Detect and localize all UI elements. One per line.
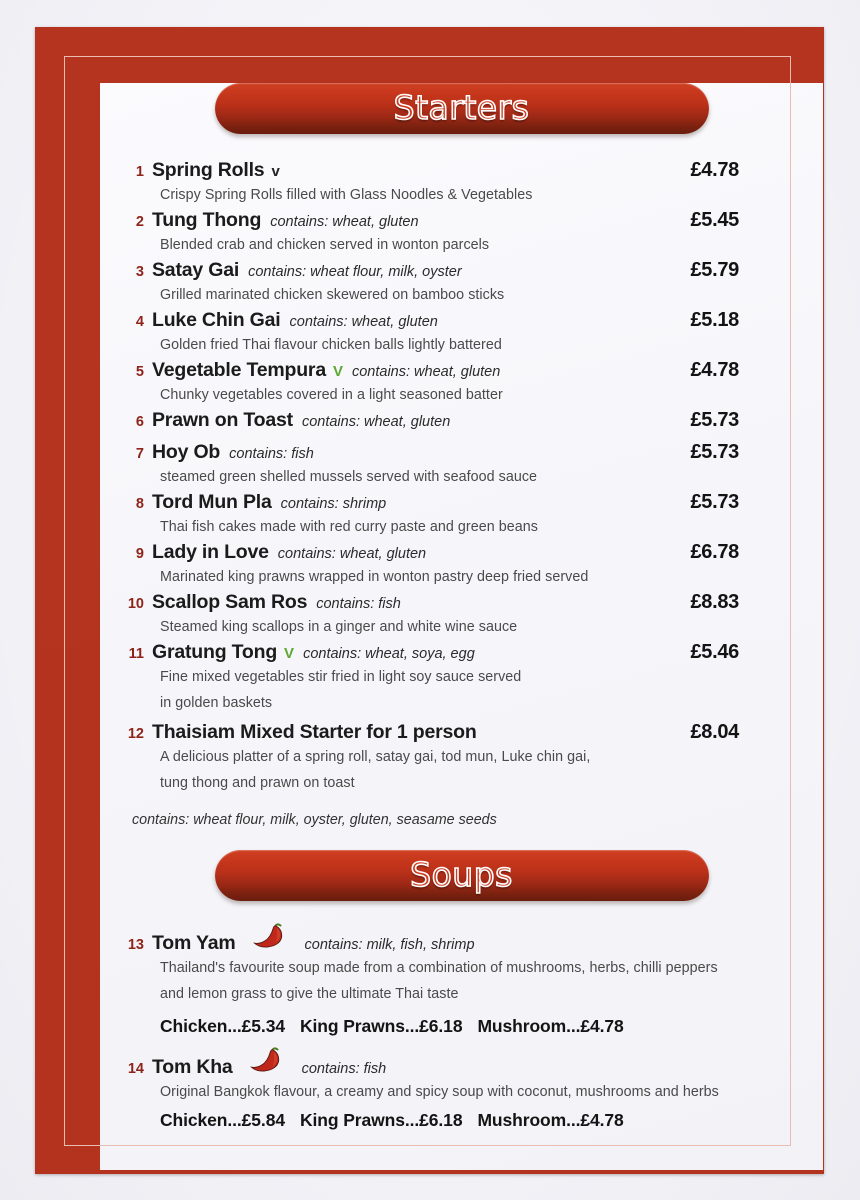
item-header (122, 258, 801, 284)
item-spacer (122, 1039, 801, 1049)
item-price: £5.79 (690, 259, 739, 281)
item-name: Satay Gai (152, 259, 240, 281)
item-description: Marinated king prawns wrapped in wonton pastry deep fried served (160, 569, 589, 585)
item-price: £8.83 (690, 591, 739, 613)
red-border-frame (35, 27, 824, 1174)
option-label: Mushroom... (477, 1110, 581, 1130)
item-price: £8.04 (690, 721, 739, 743)
banner-pill (215, 83, 709, 134)
option-price: £4.78 (580, 1110, 624, 1130)
item-description: Grilled marinated chicken skewered on bamboo sticks (160, 287, 505, 303)
item-allergens: contains: fish (316, 596, 401, 612)
item-number: 11 (128, 646, 144, 662)
item-allergens: contains: wheat, gluten (301, 414, 451, 430)
item-price: £5.73 (690, 409, 739, 431)
vegetarian-marker: v (271, 163, 280, 180)
vegetarian-marker: V (332, 363, 343, 380)
option-label: King Prawns... (299, 1016, 420, 1036)
item-description: A delicious platter of a spring roll, satay gai, tod mun, Luke chin gai, (160, 749, 591, 765)
option-price: £4.78 (580, 1016, 624, 1036)
option-price: £6.18 (419, 1110, 463, 1130)
item-header (122, 590, 801, 616)
item-allergens: contains: wheat, gluten (270, 214, 419, 230)
item-number: 10 (127, 596, 144, 612)
item-header (122, 640, 801, 666)
item-price: £5.73 (690, 491, 739, 513)
item-description: Chunky vegetables covered in a light seasoned batter (160, 387, 503, 403)
item-description: Thai fish cakes made with red curry paste and green beans (160, 519, 538, 535)
item-description: Fine mixed vegetables stir fried in light soy sauce served (160, 669, 522, 685)
menu-sheet (100, 83, 823, 1170)
option-price: £5.84 (241, 1110, 285, 1130)
item-number: 4 (135, 314, 144, 330)
item-name: Luke Chin Gai (152, 309, 281, 331)
banner-pill (215, 850, 709, 901)
item-description: Blended crab and chicken served in wonton parcels (160, 237, 490, 253)
item-allergens: contains: fish (301, 1061, 387, 1077)
item-header (122, 540, 801, 566)
section-banner-soups (122, 850, 801, 901)
item-name: Tom Kha (152, 1056, 233, 1078)
item-number: 14 (127, 1061, 144, 1077)
option-label: Mushroom... (477, 1016, 581, 1036)
section-banner-starters (122, 83, 801, 134)
item-name: Lady in Love (152, 541, 269, 563)
item-description-continued: tung thong and prawn on toast (160, 775, 355, 791)
menu-item[interactable] (122, 720, 801, 798)
item-name: Tung Thong (152, 209, 262, 231)
item-description: steamed green shelled mussels served with seafood sauce (160, 469, 538, 485)
item-header (122, 490, 801, 516)
item-header (122, 208, 801, 234)
item-name: Scallop Sam Ros (152, 591, 308, 613)
item-allergens: contains: shrimp (280, 496, 387, 512)
menu-item[interactable] (122, 258, 801, 306)
chilli-pepper-icon (247, 1049, 287, 1073)
menu-item[interactable] (122, 540, 801, 588)
menu-content (100, 83, 823, 1133)
item-description-continued: and lemon grass to give the ultimate Thai taste (160, 986, 459, 1002)
item-number: 3 (135, 264, 144, 280)
item-name: Thaisiam Mixed Starter for 1 person (152, 721, 477, 743)
item-header (122, 308, 801, 334)
menu-item[interactable] (122, 1049, 801, 1131)
item-description-continued: in golden baskets (160, 695, 273, 711)
item-header (122, 925, 801, 957)
item-name: Gratung Tong (152, 641, 278, 663)
item-header (122, 440, 801, 466)
section-title: Starters (393, 87, 530, 127)
item-name: Spring Rolls (152, 159, 265, 181)
item-name: Tom Yam (152, 932, 236, 954)
item-header (122, 158, 801, 184)
item-number: 6 (135, 414, 144, 430)
item-description: Thailand's favourite soup made from a combination of mushrooms, herbs, chilli peppers (160, 960, 718, 976)
menu-item[interactable] (122, 440, 801, 488)
menu-item[interactable] (122, 640, 801, 718)
item-number: 8 (135, 496, 144, 512)
item-number: 12 (127, 726, 144, 742)
item-header (122, 358, 801, 384)
item-allergens: contains: wheat flour, milk, oyster (248, 264, 462, 280)
item-header (122, 1049, 801, 1081)
item-description: Steamed king scallops in a ginger and white wine sauce (160, 619, 518, 635)
menu-item[interactable] (122, 490, 801, 538)
item-number: 9 (135, 546, 144, 562)
item-options (160, 1016, 801, 1037)
item-header (122, 720, 801, 746)
option-price: £5.34 (241, 1016, 285, 1036)
vegetarian-marker: V (284, 645, 295, 662)
chilli-pepper-icon (250, 925, 290, 949)
item-description: Crispy Spring Rolls filled with Glass Noodles & Vegetables (160, 187, 533, 203)
item-price: £4.78 (690, 159, 739, 181)
section-title: Soups (410, 854, 513, 894)
item-name: Tord Mun Pla (152, 491, 272, 513)
item-number: 5 (135, 364, 144, 380)
item-allergens: contains: wheat, gluten (351, 364, 501, 380)
item-allergens: contains: wheat, gluten (277, 546, 427, 562)
option-label: Chicken... (160, 1110, 242, 1130)
menu-item[interactable] (122, 308, 801, 356)
item-allergens: contains: wheat, soya, egg (303, 646, 475, 662)
soups-item-list (122, 925, 801, 1131)
item-name: Vegetable Tempura (152, 359, 326, 381)
item-number: 13 (127, 937, 144, 953)
menu-item[interactable] (122, 925, 801, 1037)
option-label: King Prawns... (299, 1110, 420, 1130)
item-number: 7 (135, 446, 144, 462)
item-description: Original Bangkok flavour, a creamy and spicy soup with coconut, mushrooms and herbs (160, 1084, 719, 1100)
item-price: £5.73 (690, 441, 739, 463)
item-options (160, 1110, 801, 1131)
item-price: £5.18 (690, 309, 739, 331)
item-price: £4.78 (690, 359, 739, 381)
item-allergens: contains: fish (229, 446, 314, 462)
option-price: £6.18 (419, 1016, 463, 1036)
item-price: £5.45 (690, 209, 739, 231)
item-price: £6.78 (690, 541, 739, 563)
item-name: Hoy Ob (152, 441, 221, 463)
section-footnote: contains: wheat flour, milk, oyster, gluten, seasame seeds (132, 812, 497, 828)
menu-item[interactable] (122, 590, 801, 638)
item-name: Prawn on Toast (152, 409, 293, 431)
item-description: Golden fried Thai flavour chicken balls lightly battered (160, 337, 502, 353)
section-spacer (122, 828, 801, 850)
item-allergens: contains: milk, fish, shrimp (304, 937, 475, 953)
item-allergens: contains: wheat, gluten (289, 314, 438, 330)
menu-item[interactable] (122, 408, 801, 434)
menu-item[interactable] (122, 208, 801, 256)
item-header (122, 408, 801, 434)
menu-item[interactable] (122, 358, 801, 406)
item-number: 1 (135, 164, 144, 180)
menu-item[interactable] (122, 158, 801, 206)
item-number: 2 (135, 214, 144, 230)
item-price: £5.46 (690, 641, 739, 663)
option-label: Chicken... (160, 1016, 242, 1036)
starters-item-list (122, 158, 801, 828)
